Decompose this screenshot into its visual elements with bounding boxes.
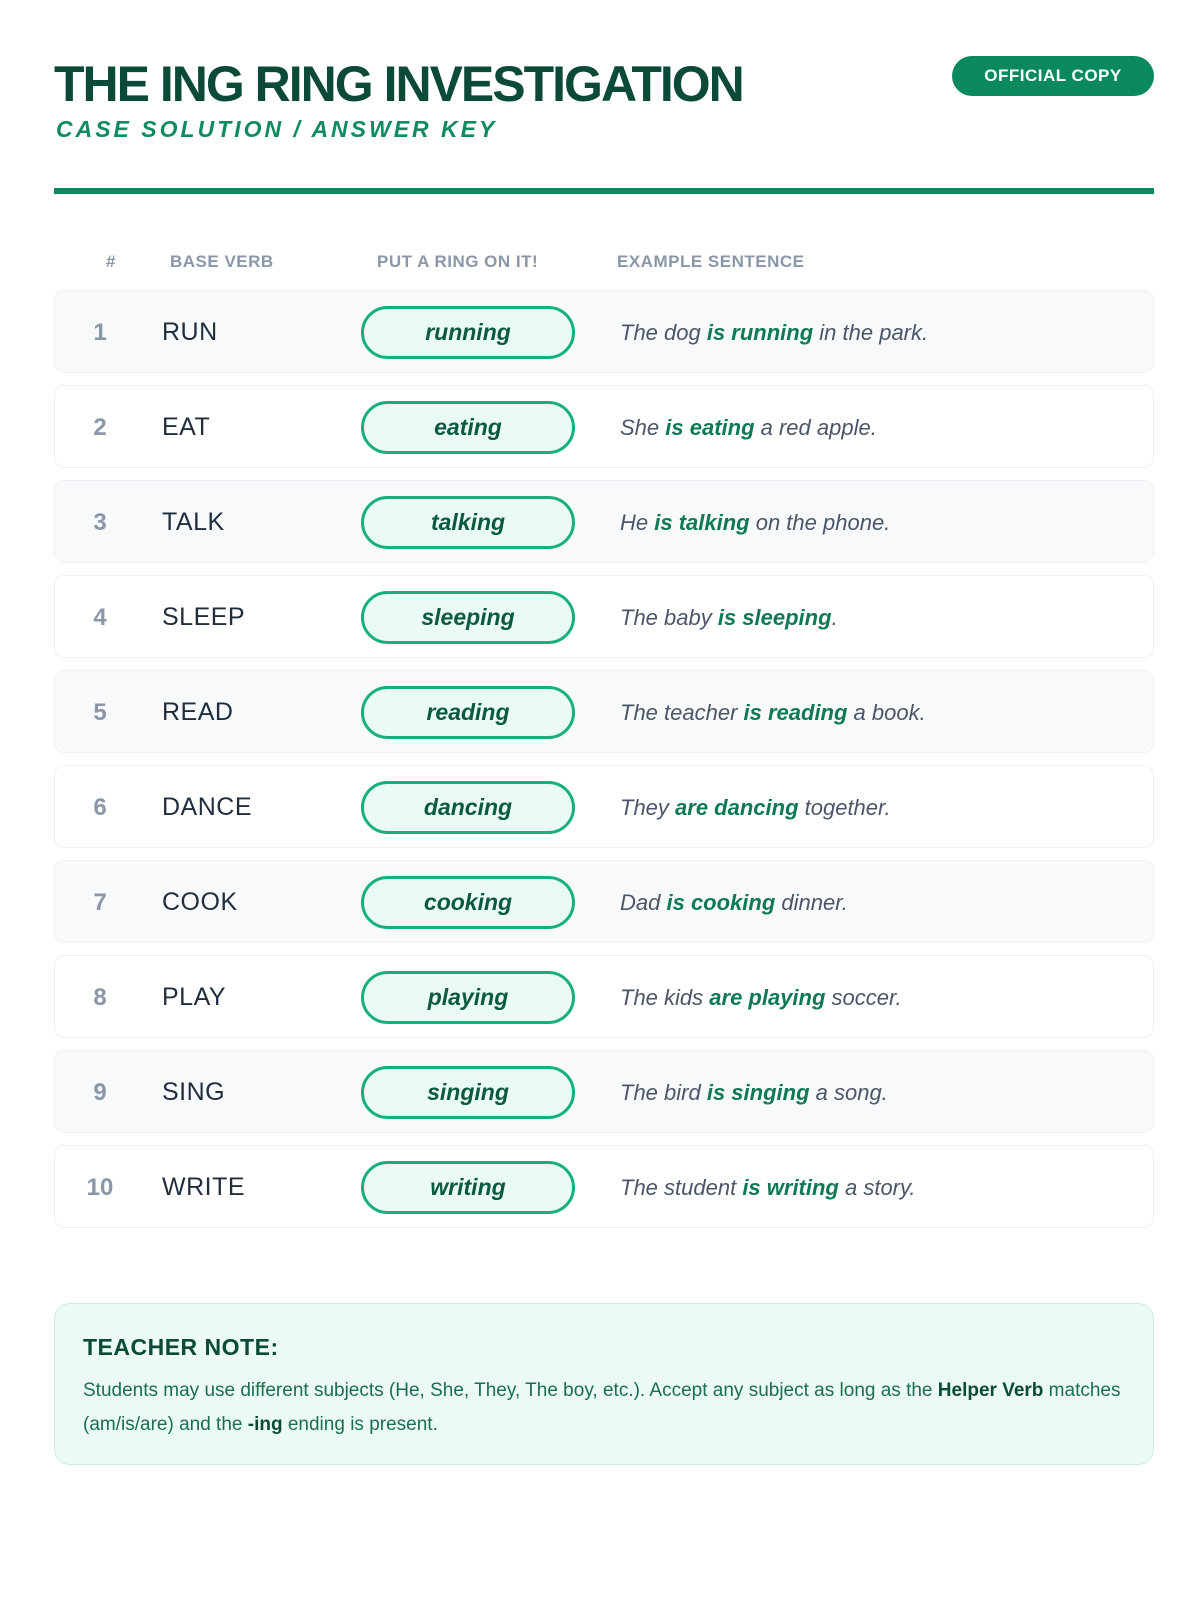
- base-verb: EAT: [162, 413, 211, 441]
- example-sentence: [620, 291, 928, 374]
- sentence-subject: The baby: [620, 605, 718, 630]
- example-sentence: [620, 1051, 888, 1134]
- sentence-subject: She: [620, 415, 666, 440]
- row-number: 3: [93, 509, 107, 536]
- sentence-helper-verb: is eating: [665, 415, 755, 440]
- example-sentence: [620, 576, 838, 659]
- ing-ring: writing: [361, 1161, 575, 1214]
- row-number: 1: [93, 319, 107, 346]
- sentence-rest: a song.: [809, 1080, 888, 1105]
- sentence-helper-verb: is cooking: [666, 890, 776, 915]
- base-verb: TALK: [162, 508, 225, 536]
- example-sentence: [620, 766, 891, 849]
- header-divider: [54, 188, 1154, 194]
- base-verb: SLEEP: [162, 603, 246, 631]
- ing-ring: dancing: [361, 781, 575, 834]
- sentence-rest: dinner.: [775, 890, 848, 915]
- sentence-rest: a red apple.: [754, 415, 877, 440]
- base-verb: DANCE: [162, 793, 253, 821]
- sentence-rest: soccer.: [825, 985, 902, 1010]
- example-sentence: [620, 386, 877, 469]
- sentence-subject: The teacher: [620, 700, 744, 725]
- row-number: 8: [93, 984, 107, 1011]
- note-text: matches (am/is/are) and the: [83, 1380, 1121, 1435]
- sentence-subject: He: [620, 510, 655, 535]
- sentence-rest: together.: [798, 795, 891, 820]
- example-sentence: [620, 861, 848, 944]
- table-row: [54, 290, 1154, 373]
- table-row: [54, 1050, 1154, 1133]
- sentence-subject: The dog: [620, 320, 707, 345]
- row-number: 7: [93, 889, 107, 916]
- sentence-helper-verb: is singing: [706, 1080, 810, 1105]
- row-number: 10: [86, 1174, 114, 1201]
- sentence-helper-verb: is reading: [743, 700, 848, 725]
- ing-ring: running: [361, 306, 575, 359]
- example-sentence: [620, 481, 890, 564]
- sentence-subject: The student: [620, 1175, 743, 1200]
- note-text: ending is present.: [282, 1414, 438, 1435]
- sentence-subject: They: [620, 795, 676, 820]
- sentence-subject: The kids: [620, 985, 710, 1010]
- ing-ring: playing: [361, 971, 575, 1024]
- header: [54, 56, 1154, 146]
- example-sentence: [620, 956, 902, 1039]
- ing-ring: sleeping: [361, 591, 575, 644]
- ing-ring: cooking: [361, 876, 575, 929]
- row-number: 4: [93, 604, 107, 631]
- table-row: [54, 575, 1154, 658]
- sentence-helper-verb: is running: [706, 320, 814, 345]
- column-header-example: EXAMPLE SENTENCE: [617, 252, 805, 271]
- teacher-note: [54, 1303, 1154, 1465]
- sentence-helper-verb: is sleeping: [717, 605, 832, 630]
- table-row: [54, 955, 1154, 1038]
- sentence-rest: .: [831, 605, 838, 630]
- sentence-helper-verb: is writing: [742, 1175, 839, 1200]
- example-sentence: [620, 1146, 916, 1229]
- base-verb: READ: [162, 698, 234, 726]
- note-bold-helper-verb: Helper Verb: [937, 1380, 1044, 1401]
- table-row: [54, 765, 1154, 848]
- sentence-helper-verb: are playing: [709, 985, 826, 1010]
- note-bold-ing: -ing: [247, 1414, 283, 1435]
- base-verb: PLAY: [162, 983, 227, 1011]
- table-row: [54, 480, 1154, 563]
- ing-ring: singing: [361, 1066, 575, 1119]
- sentence-rest: a story.: [838, 1175, 916, 1200]
- column-header-ring: PUT A RING ON IT!: [377, 252, 539, 271]
- ing-ring: eating: [361, 401, 575, 454]
- sentence-subject: Dad: [620, 890, 667, 915]
- sentence-helper-verb: is talking: [654, 510, 750, 535]
- row-number: 5: [93, 699, 107, 726]
- ing-ring: talking: [361, 496, 575, 549]
- note-text: Students may use different subjects (He, She, They, The boy, etc.). Accept any subject as long as the: [83, 1380, 938, 1401]
- answer-key-page: [54, 0, 1154, 1600]
- teacher-note-title: TEACHER NOTE:: [83, 1334, 279, 1360]
- base-verb: SING: [162, 1078, 226, 1106]
- sentence-helper-verb: are dancing: [675, 795, 799, 820]
- table-row: [54, 1145, 1154, 1228]
- row-number: 2: [93, 414, 107, 441]
- sentence-rest: a book.: [847, 700, 926, 725]
- sentence-rest: on the phone.: [749, 510, 891, 535]
- table-row: [54, 670, 1154, 753]
- row-number: 6: [93, 794, 107, 821]
- teacher-note-body: [83, 1374, 1123, 1442]
- sentence-rest: in the park.: [813, 320, 929, 345]
- column-header-base-verb: BASE VERB: [170, 252, 274, 271]
- table-row: [54, 385, 1154, 468]
- example-sentence: [620, 671, 926, 754]
- base-verb: COOK: [162, 888, 238, 916]
- official-copy-badge: OFFICIAL COPY: [952, 56, 1154, 96]
- sentence-subject: The bird: [620, 1080, 707, 1105]
- column-header-number: #: [106, 252, 116, 271]
- page-subtitle: CASE SOLUTION / ANSWER KEY: [56, 116, 498, 142]
- base-verb: RUN: [162, 318, 218, 346]
- ing-ring: reading: [361, 686, 575, 739]
- page-title: THE ING RING INVESTIGATION: [54, 56, 743, 112]
- base-verb: WRITE: [162, 1173, 246, 1201]
- table-row: [54, 860, 1154, 943]
- row-number: 9: [93, 1079, 107, 1106]
